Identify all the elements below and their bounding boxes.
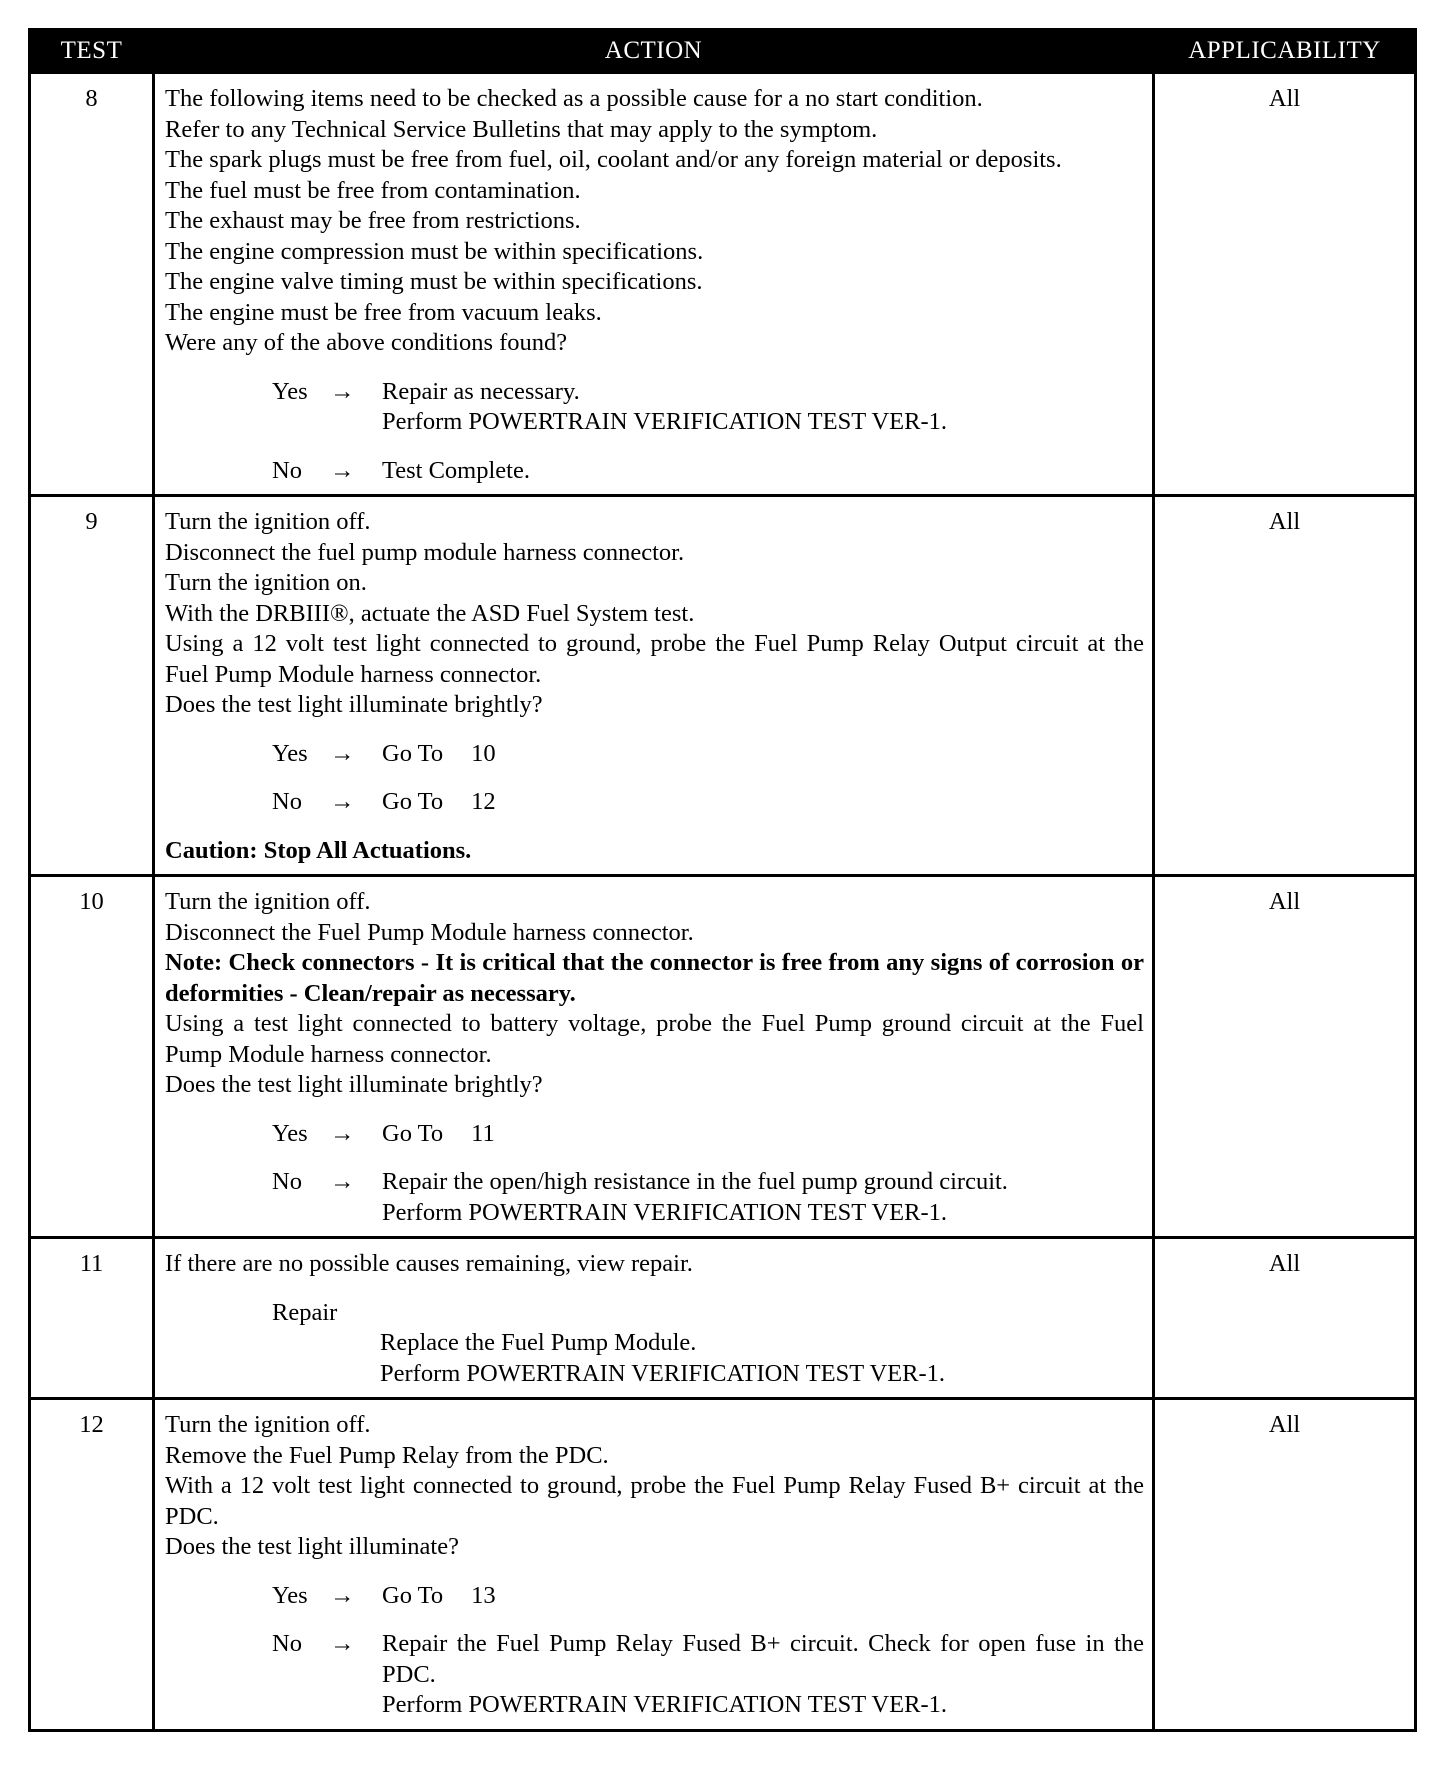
action-cell bbox=[154, 1238, 1154, 1399]
goto-link[interactable] bbox=[382, 787, 1144, 818]
test-number: 11 bbox=[30, 1238, 154, 1399]
action-line: Using a test light connected to battery voltage, probe the Fuel Pump ground circuit at the Fuel Pump Module harness connector. bbox=[165, 1010, 1144, 1068]
question: Does the test light illuminate brightly? bbox=[165, 691, 543, 718]
answer-no: No bbox=[272, 788, 302, 815]
outcome-text: Perform POWERTRAIN VERIFICATION TEST VER-1. bbox=[382, 1691, 947, 1718]
caution-text: Caution: Stop All Actuations. bbox=[165, 836, 472, 864]
repair-step: Perform POWERTRAIN VERIFICATION TEST VER-1. bbox=[380, 1359, 945, 1387]
action-line: Remove the Fuel Pump Relay from the PDC. bbox=[165, 1441, 609, 1469]
answer-no: No bbox=[272, 1630, 302, 1657]
test-number: 12 bbox=[30, 1399, 154, 1731]
repair-block bbox=[165, 1298, 1144, 1390]
action-cell bbox=[154, 73, 1154, 496]
repair-step: Replace the Fuel Pump Module. bbox=[380, 1329, 697, 1356]
yes-option bbox=[165, 1119, 1144, 1150]
repair-steps bbox=[272, 1328, 1144, 1389]
question: Does the test light illuminate? bbox=[165, 1533, 459, 1560]
action-line: Turn the ignition off. bbox=[165, 888, 371, 915]
goto-label: Go To bbox=[382, 1119, 444, 1147]
goto-link[interactable] bbox=[382, 1581, 1144, 1612]
goto-label: Go To bbox=[382, 1581, 444, 1609]
action-line: If there are no possible causes remaining, view repair. bbox=[165, 1250, 693, 1277]
no-outcome bbox=[382, 1629, 1144, 1721]
table-row bbox=[30, 496, 1416, 876]
goto-link[interactable] bbox=[382, 739, 1144, 770]
action-line: Refer to any Technical Service Bulletins that may apply to the symptom. bbox=[165, 115, 878, 143]
goto-target: 11 bbox=[471, 1119, 495, 1147]
yes-option bbox=[165, 739, 1144, 770]
table-row bbox=[30, 1399, 1416, 1731]
goto-target: 10 bbox=[471, 739, 496, 767]
no-option bbox=[165, 1629, 1144, 1721]
outcome-text: Perform POWERTRAIN VERIFICATION TEST VER-1. bbox=[382, 1198, 947, 1226]
question: Were any of the above conditions found? bbox=[165, 329, 568, 356]
arrow-icon: → bbox=[330, 1581, 355, 1609]
action-line: Turn the ignition off. bbox=[165, 1411, 371, 1438]
arrow-icon: → bbox=[330, 1168, 355, 1195]
action-line: The engine compression must be within specifications. bbox=[165, 237, 704, 265]
repair-label: Repair bbox=[272, 1298, 338, 1326]
applicability: All bbox=[1154, 876, 1416, 1238]
arrow-icon: → bbox=[330, 1630, 355, 1657]
outcome-text: Perform POWERTRAIN VERIFICATION TEST VER-1. bbox=[382, 408, 947, 435]
action-line: The engine must be free from vacuum leaks. bbox=[165, 298, 602, 326]
action-line: Using a 12 volt test light connected to ground, probe the Fuel Pump Relay Output circuit at the Fuel Pump Module harness connector. bbox=[165, 630, 1144, 688]
action-line: Turn the ignition on. bbox=[165, 569, 367, 596]
action-line: The engine valve timing must be within specifications. bbox=[165, 268, 703, 295]
no-option bbox=[165, 456, 1144, 487]
applicability: All bbox=[1154, 73, 1416, 496]
arrow-icon: → bbox=[330, 788, 355, 815]
action-cell bbox=[154, 876, 1154, 1238]
outcome-text: Test Complete. bbox=[382, 456, 530, 484]
action-line: With a 12 volt test light connected to ground, probe the Fuel Pump Relay Fused B+ circuit at the PDC. bbox=[165, 1472, 1144, 1530]
action-line: The fuel must be free from contamination. bbox=[165, 176, 581, 204]
action-line: Disconnect the fuel pump module harness connector. bbox=[165, 538, 685, 566]
arrow-icon: → bbox=[330, 1119, 355, 1147]
goto-link[interactable] bbox=[382, 1119, 1144, 1150]
goto-label: Go To bbox=[382, 739, 444, 767]
arrow-icon: → bbox=[330, 739, 355, 767]
answer-yes: Yes bbox=[272, 1119, 308, 1147]
table-row bbox=[30, 876, 1416, 1238]
action-line: Turn the ignition off. bbox=[165, 508, 371, 535]
outcome-text: Repair the Fuel Pump Relay Fused B+ circuit. Check for open fuse in the PDC. bbox=[382, 1630, 1144, 1688]
goto-label: Go To bbox=[382, 788, 444, 815]
action-line: The following items need to be checked as a possible cause for a no start condition. bbox=[165, 85, 983, 112]
no-option bbox=[165, 1167, 1144, 1228]
goto-target: 13 bbox=[471, 1581, 496, 1609]
arrow-icon: → bbox=[330, 377, 355, 405]
applicability: All bbox=[1154, 496, 1416, 876]
header-action: ACTION bbox=[154, 30, 1154, 73]
test-number: 8 bbox=[30, 73, 154, 496]
no-option bbox=[165, 787, 1144, 818]
outcome-text: Repair as necessary. bbox=[382, 377, 580, 405]
outcome-text: Repair the open/high resistance in the fuel pump ground circuit. bbox=[382, 1168, 1008, 1195]
goto-target: 12 bbox=[471, 788, 496, 815]
arrow-icon: → bbox=[330, 456, 355, 484]
answer-no: No bbox=[272, 456, 302, 484]
applicability: All bbox=[1154, 1238, 1416, 1399]
action-cell bbox=[154, 1399, 1154, 1731]
diagnostic-table-page bbox=[28, 28, 1414, 1732]
yes-option bbox=[165, 1581, 1144, 1612]
action-line: The spark plugs must be free from fuel, oil, coolant and/or any foreign material or deposits. bbox=[165, 146, 1062, 173]
action-line: The exhaust may be free from restrictions. bbox=[165, 207, 581, 234]
test-number: 10 bbox=[30, 876, 154, 1238]
note-text: Note: Check connectors - It is critical that the connector is free from any signs of corrosion or deformities - Clean/repair as necessary. bbox=[165, 949, 1144, 1007]
answer-yes: Yes bbox=[272, 739, 308, 767]
question: Does the test light illuminate brightly? bbox=[165, 1071, 543, 1098]
action-line: With the DRBIII®, actuate the ASD Fuel System test. bbox=[165, 599, 695, 627]
no-outcome bbox=[382, 1167, 1144, 1228]
answer-yes: Yes bbox=[272, 377, 308, 405]
header-test: TEST bbox=[30, 30, 154, 73]
answer-yes: Yes bbox=[272, 1581, 308, 1609]
action-line: Disconnect the Fuel Pump Module harness connector. bbox=[165, 918, 694, 946]
action-cell bbox=[154, 496, 1154, 876]
yes-outcome bbox=[382, 377, 1144, 438]
yes-option bbox=[165, 377, 1144, 438]
diagnostic-test-table bbox=[28, 28, 1417, 1732]
answer-no: No bbox=[272, 1168, 302, 1195]
table-header-row bbox=[30, 30, 1416, 73]
table-row bbox=[30, 73, 1416, 496]
test-number: 9 bbox=[30, 496, 154, 876]
applicability: All bbox=[1154, 1399, 1416, 1731]
table-row bbox=[30, 1238, 1416, 1399]
header-applicability: APPLICABILITY bbox=[1154, 30, 1416, 73]
